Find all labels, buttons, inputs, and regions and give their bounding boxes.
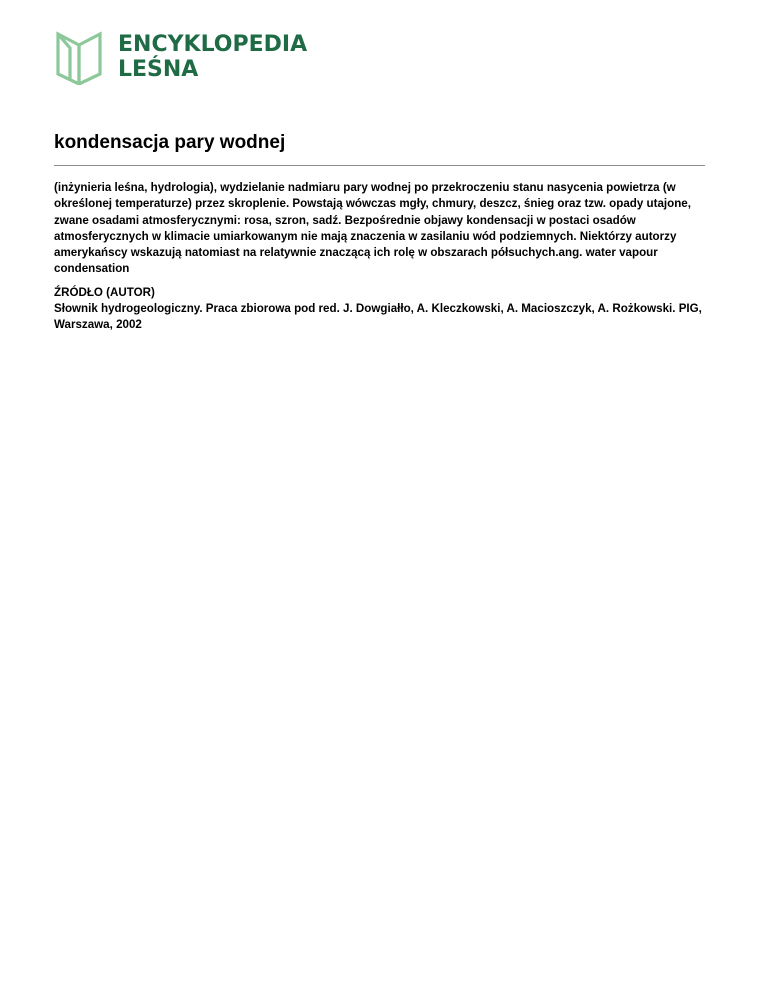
source-heading: ŹRÓDŁO (AUTOR) [54,286,155,299]
encyclopedia-logo [54,31,307,87]
logo-wordmark [118,32,307,82]
article-title: kondensacja pary wodnej [54,132,286,153]
logo-line-1: ENCYKLOPEDIA [118,32,308,57]
source-citation: Słownik hydrogeologiczny. Praca zbiorowa pod red. J. Dowgiałło, A. Kleczkowski, A. Macioszczyk, A. Rożkowski. PIG, Warszawa, 2002 [54,302,702,332]
logo-line-2: LEŚNA [118,57,199,82]
open-book-icon [54,31,104,85]
article-definition: (inżynieria leśna, hydrologia), wydzielanie nadmiaru pary wodnej po przekroczeniu stanu nasycenia powietrza (w określonej temperaturze) przez skroplenie. Powstają wówczas mgły, chmury, deszcz, śnieg oraz tzw. opady utajone, zwane osadami atmosferycznymi: rosa, szron, sadź. Bezpośrednie objawy kondensacji w postaci osadów atmosferycznych w klimacie umiarkowanym nie mają znaczenia w zasilaniu wód podziemnych. Niektórzy autorzy amerykańscy wskazują natomiast na relatywnie znaczącą ich rolę w obszarach półsuchych.ang. water vapour condensation [54,181,691,276]
title-divider [54,165,705,166]
